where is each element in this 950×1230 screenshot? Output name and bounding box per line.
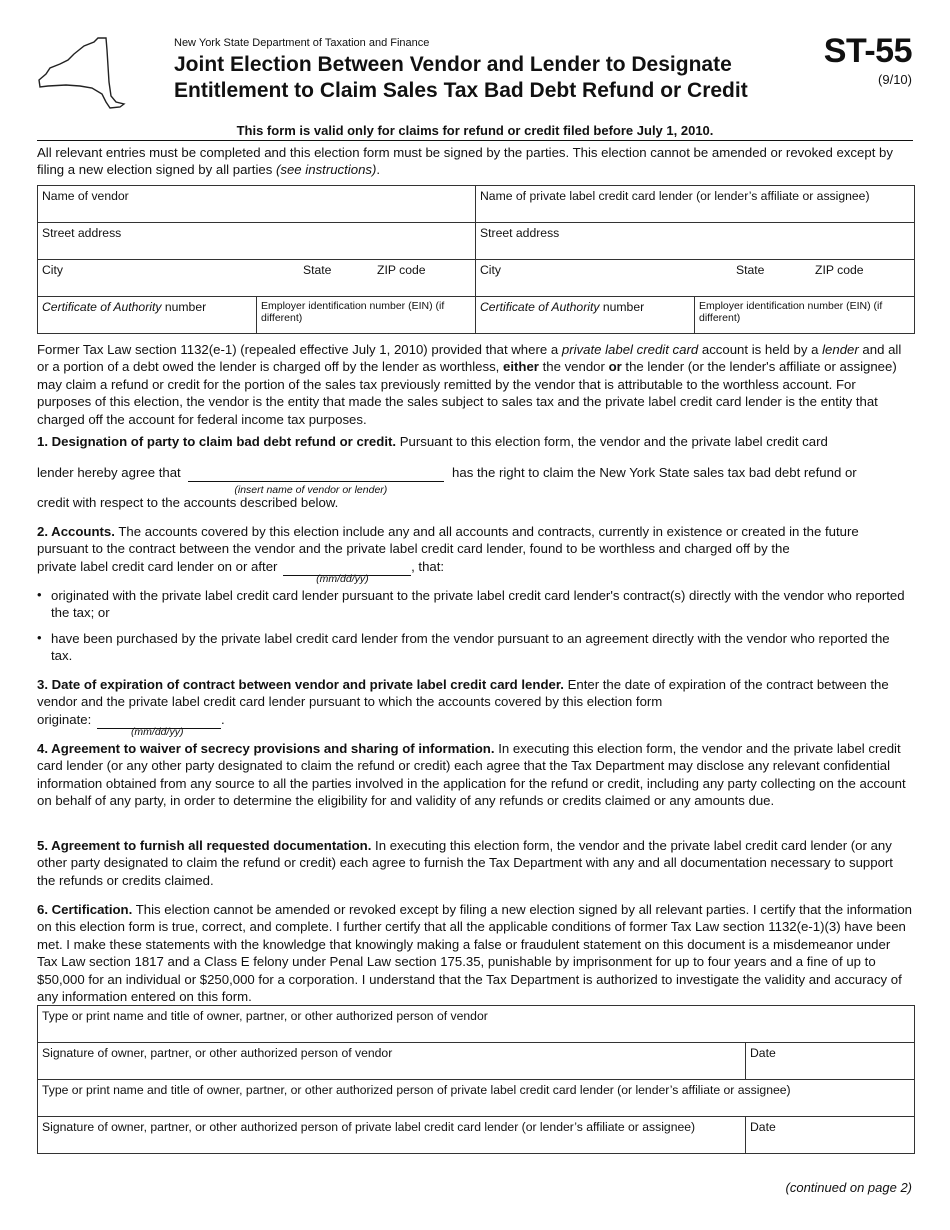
form-number: ST-55	[823, 32, 912, 70]
section-2: 2. Accounts. The accounts covered by this election include any and all accounts and contracts, currently in existence or created in the future pursuant to the contract between the vendor and the private label credit card lender, found to be worthless and charged off by the	[37, 524, 859, 557]
section-4-heading: 4. Agreement to waiver of secrecy provisions and sharing of information.	[37, 741, 495, 756]
signature-table	[37, 1005, 915, 1154]
form-title	[174, 52, 794, 104]
agency-name: New York State Department of Taxation and Finance	[174, 37, 430, 49]
bullet-1-text: originated with the private label credit card lender pursuant to the private label credit card lender's contract(s) directly with the vendor who reported the tax; or	[51, 588, 905, 621]
vendor-signer-name-label: Type or print name and title of owner, partner, or other authorized person of vendor	[42, 1009, 488, 1023]
vendor-city-label: City	[42, 263, 63, 277]
vendor-state-label: State	[303, 263, 332, 277]
section-6-heading: 6. Certification.	[37, 902, 133, 917]
section-5: 5. Agreement to furnish all requested documentation. In executing this election form, the vendor and the private label credit card lender (or any other party designated to claim the refund or credit) each agree to furnish the Tax Department with any and all documentation necessary to support the refunds or credits claimed.	[37, 838, 893, 888]
vendor-signature-field[interactable]	[38, 1043, 746, 1080]
vendor-ein-field[interactable]	[257, 297, 476, 334]
vendor-street-label: Street address	[42, 226, 122, 240]
lender-city-state-zip-field[interactable]	[476, 260, 915, 297]
designated-party-hint: (insert name of vendor or lender)	[234, 484, 388, 496]
lender-zip-label: ZIP code	[815, 263, 864, 277]
lender-name-field[interactable]	[476, 186, 915, 223]
lender-ein-field[interactable]	[695, 297, 915, 334]
vendor-date-field[interactable]	[746, 1043, 915, 1080]
section-1: 1. Designation of party to claim bad debt refund or credit. Pursuant to this election form, the vendor and the private label credit card	[37, 434, 828, 449]
form-title-line-1: Joint Election Between Vendor and Lender to Designate	[174, 53, 732, 76]
section-1-line-3: credit with respect to the accounts described below.	[37, 495, 339, 510]
lender-signer-name-field[interactable]	[38, 1080, 915, 1117]
vendor-signature-label: Signature of owner, partner, or other authorized person of vendor	[42, 1046, 393, 1060]
vendor-city-state-zip-field[interactable]	[38, 260, 476, 297]
lender-street-field[interactable]	[476, 223, 915, 260]
section-4: 4. Agreement to waiver of secrecy provisions and sharing of information. In executing this election form, the vendor and the private label credit card lender (or any other party designated to claim the refund or credit) each agree that the Tax Department may disclose any relevant confidential information obtained from any source to all the parties involved in the application for the refund or credit, including any party collecting on the account on behalf of any party, in order to determine the eligibility for and validity of any refunds or credits claimed or any amounts due.	[37, 741, 906, 809]
vendor-signer-name-field[interactable]	[38, 1006, 915, 1043]
section-3-date-line: originate: (mm/dd/yy) .	[37, 711, 913, 729]
bullet-2-text: have been purchased by the private label credit card lender from the vendor pursuant to an agreement directly with the vendor who reported the tax.	[51, 631, 890, 664]
section-5-heading: 5. Agreement to furnish all requested documentation.	[37, 838, 372, 853]
lender-city-label: City	[480, 263, 501, 277]
section-1-designation-line: lender hereby agree that (insert name of vendor or lender) has the right to claim the New York State sales tax bad debt refund or	[37, 464, 913, 482]
divider	[37, 140, 913, 141]
vendor-certificate-field[interactable]: Certificate of Authority number	[38, 297, 257, 334]
contract-expiration-date-hint: (mm/dd/yy)	[130, 726, 184, 738]
section-6: 6. Certification. This election cannot be amended or revoked except by filing a new election signed by all relevant parties. I certify that the information on this election form is true, correct, and complete. I further certify that all the applicable conditions of former Tax Law section 1132(e-1)(3) have been met. I make these statements with the knowledge that knowingly making a false or fraudulent statement on this document is a misdemeanor under Tax Law section 1817 and a Class E felony under Penal Law section 175.35, punishable by imprisonment for up to four years and a fine of up to $50,000 for an individual or $250,000 for a corporation. I understand that the Tax Department is authorized to investigate the validity and accuracy of any information entered on this form.	[37, 902, 912, 1005]
lender-signer-name-label: Type or print name and title of owner, partner, or other authorized person of private label credit card lender (or lender’s affiliate or assignee)	[42, 1083, 791, 1097]
vendor-name-field[interactable]	[38, 186, 476, 223]
lender-date-field[interactable]	[746, 1117, 915, 1154]
designated-party-input[interactable]	[188, 464, 444, 496]
lender-date-label: Date	[750, 1120, 776, 1134]
vendor-name-label: Name of vendor	[42, 189, 129, 203]
intro-paragraph: All relevant entries must be completed and this election form must be signed by the parties. This election cannot be amended or revoked except by filing a new election signed by all parties (see instructions).	[37, 145, 893, 178]
continued-note: (continued on page 2)	[785, 1180, 912, 1195]
section-3-heading: 3. Date of expiration of contract between vendor and private label credit card lender.	[37, 677, 564, 692]
form-revision: (9/10)	[878, 72, 912, 87]
section-2-date-line: private label credit card lender on or after (mm/dd/yy) , that:	[37, 558, 913, 576]
lender-signature-field[interactable]	[38, 1117, 746, 1154]
lender-signature-label: Signature of owner, partner, or other authorized person of private label credit card lender (or lender’s affiliate or assignee)	[42, 1120, 696, 1134]
vendor-zip-label: ZIP code	[377, 263, 426, 277]
section-3: 3. Date of expiration of contract between vendor and private label credit card lender. Enter the date of expiration of the contract between the vendor and the private label credit card lender pursuant to which the accounts covered by this election form	[37, 677, 889, 710]
lender-state-label: State	[736, 263, 765, 277]
new-york-state-map-logo	[36, 36, 126, 110]
charge-off-date-hint: (mm/dd/yy)	[316, 573, 369, 585]
bullet-1-marker: •	[37, 587, 42, 602]
lender-name-label: Name of private label credit card lender (or lender’s affiliate or assignee)	[480, 189, 870, 203]
lender-street-label: Street address	[480, 226, 560, 240]
lender-certificate-field[interactable]: Certificate of Authority number	[476, 297, 695, 334]
party-info-table	[37, 185, 915, 334]
form-title-line-2: Entitlement to Claim Sales Tax Bad Debt Refund or Credit	[174, 79, 748, 102]
lender-ein-label: Employer identification number (EIN) (if different)	[699, 300, 883, 324]
validity-note: This form is valid only for claims for refund or credit filed before July 1, 2010.	[236, 123, 714, 138]
vendor-date-label: Date	[750, 1046, 776, 1060]
vendor-ein-label: Employer identification number (EIN) (if different)	[261, 300, 445, 324]
bullet-2-marker: •	[37, 630, 42, 645]
background-paragraph: Former Tax Law section 1132(e-1) (repealed effective July 1, 2010) provided that where a private label credit card account is held by a lender and all or a portion of a debt owed the lender is charged off by the lender as worthless, either the vendor or the lender (or the lender's affiliate or assignee) may claim a refund or credit for the portion of the sales tax previously remitted by the vendor that is attributable to the worthless account. For purposes of this election, the vendor is the entity that made the sales subject to sales tax and the private label credit card lender is the entity that charged off the account for federal income tax purposes.	[37, 342, 902, 427]
charge-off-date-input[interactable]	[283, 558, 411, 585]
section-1-heading: 1. Designation of party to claim bad debt refund or credit.	[37, 434, 397, 449]
vendor-street-field[interactable]	[38, 223, 476, 260]
section-2-heading: 2. Accounts.	[37, 524, 115, 539]
